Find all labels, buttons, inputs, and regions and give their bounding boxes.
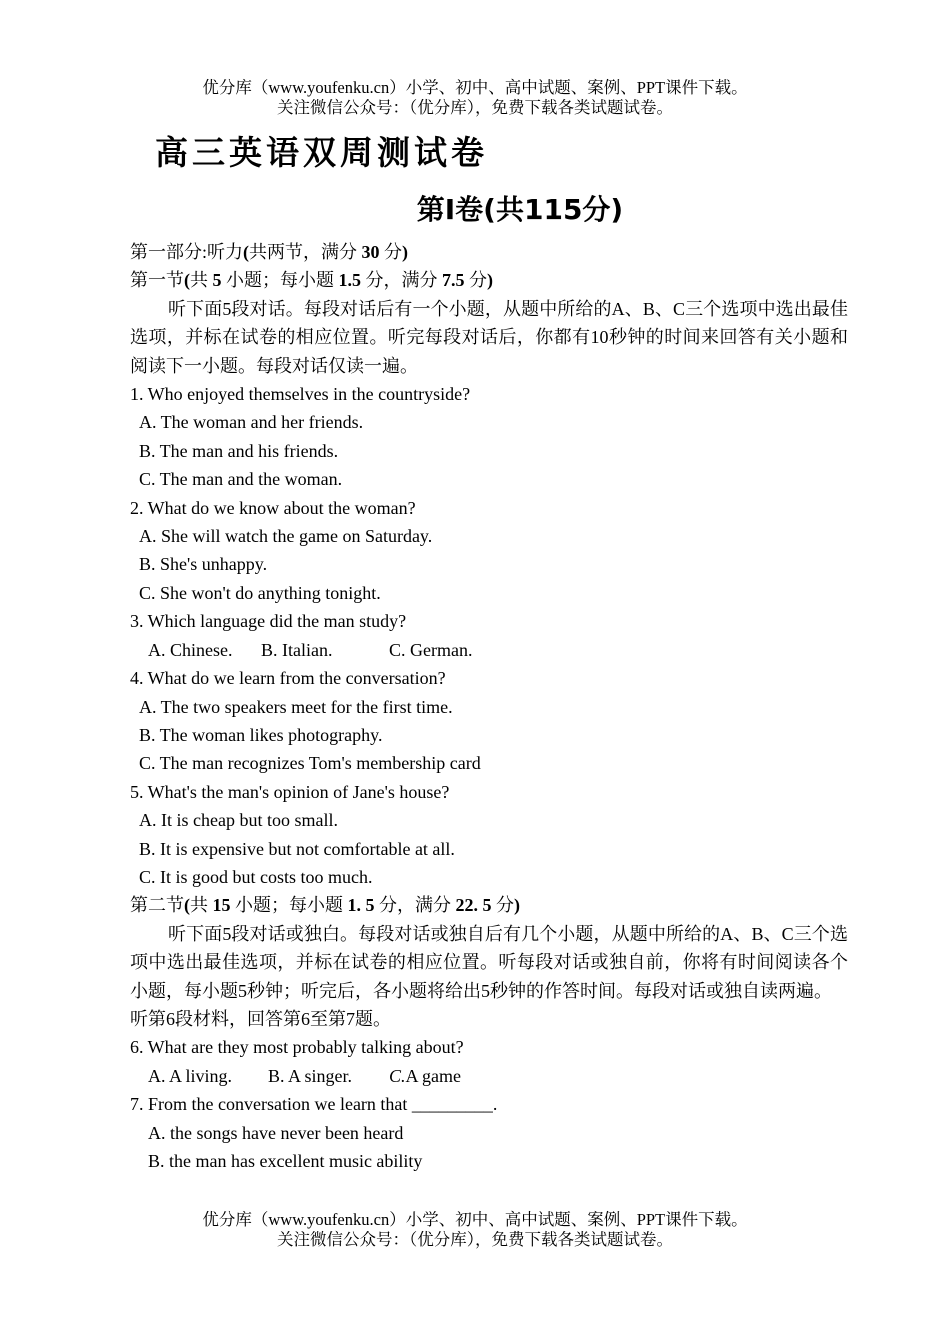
question-4: 4. What do we learn from the conversation? bbox=[130, 668, 446, 689]
q3-option-c: C. German. bbox=[389, 639, 473, 660]
header-line-2: 关注微信公众号：（优分库），免费下载各类试题试卷。 bbox=[277, 98, 673, 117]
section2-paren-close: ) bbox=[514, 895, 520, 916]
q3-options bbox=[130, 636, 848, 664]
section2-total: 22. 5 bbox=[455, 895, 492, 916]
section2-text-1: 共 bbox=[190, 895, 213, 916]
section1-text-4: 分 bbox=[464, 270, 487, 291]
section1-per-score: 1.5 bbox=[338, 270, 361, 291]
exam-content bbox=[130, 238, 848, 1175]
section1-instructions: 听下面5段对话。每段对话后有一个小题，从题中所给的A、B、C三个选项中选出最佳选项，并标在试卷的相应位置。听完每段对话后，你都有10秒钟的时间来回答有关小题和阅读下一小题。每段对话仅读一遍。 bbox=[130, 298, 848, 376]
section1-total: 7.5 bbox=[442, 270, 465, 291]
q2-option-b: B. She's unhappy. bbox=[139, 554, 268, 575]
section2-paren-open: ( bbox=[184, 895, 190, 916]
q7-option-a: A. the songs have never been heard bbox=[148, 1122, 404, 1143]
section2-instructions: 听下面5段对话或独白。每段对话或独自后有几个小题，从题中所给的A、B、C三个选项中选出最佳选项，并标在试卷的相应位置。听每段对话或独自前，你将有时间阅读各个小题，每小题5秒钟；听完后，各小题将给出5秒钟的作答时间。每段对话或独自读两遍。 bbox=[130, 923, 848, 1001]
section2-heading bbox=[130, 891, 848, 919]
header-line-1: 优分库（www.youfenku.cn）小学、初中、高中试题、案例、PPT课件下载。 bbox=[202, 78, 748, 97]
question-5: 5. What's the man's opinion of Jane's house? bbox=[130, 781, 450, 802]
q4-option-b: B. The woman likes photography. bbox=[139, 724, 383, 745]
paper-subtitle: 第Ⅰ卷(共115分) bbox=[416, 193, 624, 226]
q2-option-a: A. She will watch the game on Saturday. bbox=[139, 526, 433, 547]
section2-text-2: 小题；每小题 bbox=[230, 895, 348, 916]
document-title: 高三英语双周测试卷 bbox=[155, 133, 488, 172]
page-header bbox=[0, 78, 950, 118]
q6-option-c bbox=[389, 1062, 461, 1090]
page-footer bbox=[0, 1210, 950, 1250]
q3-option-b: B. Italian. bbox=[261, 639, 333, 660]
section2-count: 15 bbox=[212, 895, 231, 916]
question-6: 6. What are they most probably talking about? bbox=[130, 1037, 464, 1058]
q6-option-a: A. A living. bbox=[148, 1065, 233, 1086]
q1-option-c: C. The man and the woman. bbox=[139, 469, 343, 490]
question-3: 3. Which language did the man study? bbox=[130, 611, 407, 632]
section1-paren-open: ( bbox=[184, 270, 190, 291]
section1-text-2: 小题；每小题 bbox=[221, 270, 339, 291]
q6-option-b: B. A singer. bbox=[268, 1065, 353, 1086]
q5-option-c: C. It is good but costs too much. bbox=[139, 866, 373, 887]
section1-label: 第一节 bbox=[130, 270, 184, 291]
part1-heading bbox=[130, 238, 848, 266]
section1-text-1: 共 bbox=[190, 270, 213, 291]
q6-option-c-letter: C. bbox=[389, 1065, 406, 1086]
q6-options bbox=[130, 1062, 848, 1090]
part1-score: 30 bbox=[361, 242, 380, 262]
part1-label: 第一部分:听力 bbox=[130, 242, 244, 262]
part1-paren-open: ( bbox=[243, 242, 250, 262]
section1-heading bbox=[130, 266, 848, 294]
q1-option-a: A. The woman and her friends. bbox=[139, 412, 364, 433]
part1-desc: 共两节，满分 bbox=[249, 242, 362, 262]
q7-option-b: B. the man has excellent music ability bbox=[148, 1151, 423, 1171]
q5-option-b: B. It is expensive but not comfortable at all. bbox=[139, 838, 455, 859]
q4-option-a: A. The two speakers meet for the first time. bbox=[139, 696, 453, 717]
part1-unit: 分 bbox=[379, 242, 403, 262]
section2-material-note: 听第6段材料，回答第6至第7题。 bbox=[130, 1008, 391, 1029]
question-7: 7. From the conversation we learn that _________. bbox=[130, 1094, 498, 1115]
q2-option-c: C. She won't do anything tonight. bbox=[139, 582, 381, 603]
question-2: 2. What do we know about the woman? bbox=[130, 497, 416, 518]
section2-label: 第二节 bbox=[130, 895, 184, 916]
part1-paren-close: ) bbox=[402, 242, 409, 262]
section1-text-3: 分，满分 bbox=[361, 270, 442, 291]
q4-option-c: C. The man recognizes Tom's membership card bbox=[139, 753, 481, 774]
footer-line-2: 关注微信公众号：（优分库），免费下载各类试题试卷。 bbox=[277, 1230, 673, 1249]
q5-option-a: A. It is cheap but too small. bbox=[139, 810, 338, 831]
section1-paren-close: ) bbox=[487, 270, 493, 291]
q6-option-c-text: A game bbox=[405, 1065, 462, 1086]
q1-option-b: B. The man and his friends. bbox=[139, 440, 339, 461]
section2-per-score: 1. 5 bbox=[347, 895, 375, 916]
question-1: 1. Who enjoyed themselves in the countryside? bbox=[130, 384, 471, 405]
section2-text-3: 分，满分 bbox=[374, 895, 456, 916]
footer-line-1: 优分库（www.youfenku.cn）小学、初中、高中试题、案例、PPT课件下载。 bbox=[202, 1210, 748, 1229]
section2-text-4: 分 bbox=[491, 895, 514, 916]
q3-option-a: A. Chinese. bbox=[148, 639, 233, 660]
section1-count: 5 bbox=[212, 270, 222, 291]
